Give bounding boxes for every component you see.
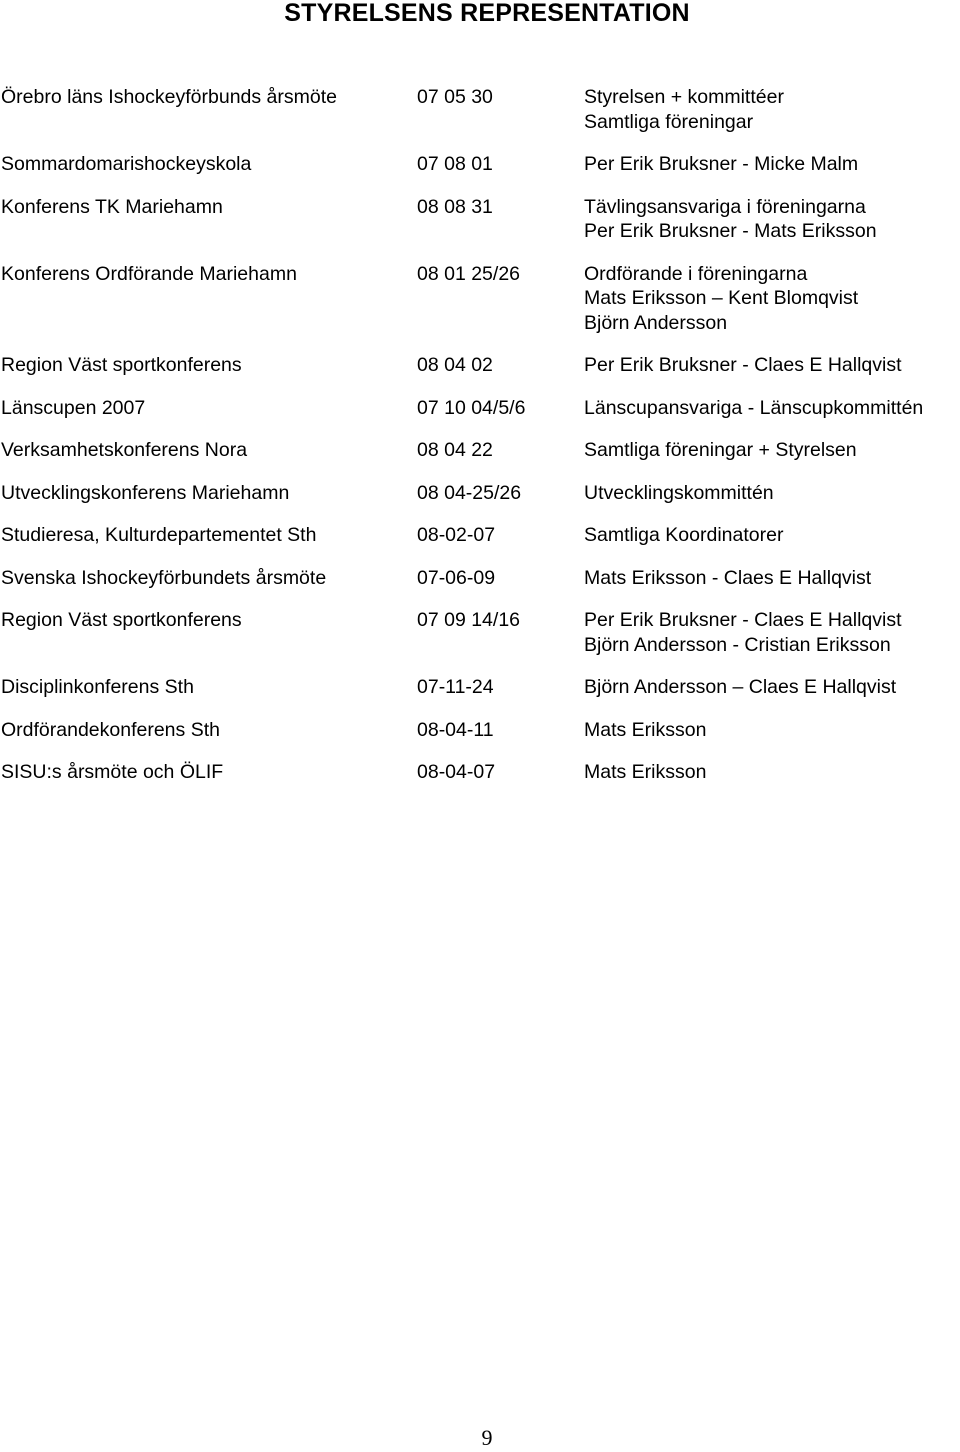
representation-list (0, 85, 960, 803)
event-date: 08 08 31 (417, 195, 493, 218)
list-item (0, 675, 960, 700)
representative-line: Utvecklingskommittén (584, 481, 774, 504)
event-name: Region Väst sportkonferens (1, 609, 242, 631)
list-item (0, 608, 960, 657)
representatives (584, 353, 960, 378)
event-name: Utvecklingskonferens Mariehamn (1, 481, 290, 504)
event-date: 08-04-11 (417, 718, 494, 741)
representative-line: Mats Eriksson - Claes E Hallqvist (584, 566, 872, 589)
event-date: 07 05 30 (417, 86, 493, 108)
event-name: Verksamhetskonferens Nora (1, 439, 248, 461)
event-name: Studieresa, Kulturdepartementet Sth (1, 524, 317, 546)
representative-line: Tävlingsansvariga i föreningarna (584, 195, 866, 218)
event-date: 07 10 04/5/6 (417, 396, 526, 419)
representative-line: Per Erik Bruksner - Mats Eriksson (584, 220, 877, 242)
representatives (584, 438, 960, 463)
representatives (584, 195, 960, 244)
list-item (0, 523, 960, 548)
representative-line: Samtliga föreningar (584, 110, 754, 133)
representatives (584, 85, 960, 134)
list-item (0, 760, 960, 785)
event-date: 08-02-07 (417, 524, 496, 546)
event-date: 07-06-09 (417, 566, 496, 589)
event-date: 08 04 22 (417, 439, 493, 461)
representatives (584, 523, 960, 548)
representative-line: Mats Eriksson (584, 761, 707, 783)
representative-line: Mats Eriksson (584, 718, 707, 741)
list-item (0, 438, 960, 463)
representatives (584, 566, 960, 591)
event-date: 08 04 02 (417, 354, 493, 376)
event-name: SISU:s årsmöte och ÖLIF (1, 761, 224, 783)
page-title: STYRELSENS REPRESENTATION (284, 0, 690, 27)
representative-line: Per Erik Bruksner - Claes E Hallqvist (584, 609, 902, 631)
event-name: Konferens TK Mariehamn (1, 195, 223, 218)
list-item (0, 718, 960, 743)
list-item (0, 353, 960, 378)
representative-line: Samtliga föreningar + Styrelsen (584, 439, 857, 461)
event-name: Region Väst sportkonferens (1, 354, 242, 376)
representative-line: Samtliga Koordinatorer (584, 524, 784, 546)
event-name: Disciplinkonferens Sth (1, 676, 194, 698)
list-item (0, 396, 960, 421)
representatives (584, 262, 960, 336)
representative-line: Mats Eriksson – Kent Blomqvist (584, 287, 859, 309)
list-item (0, 152, 960, 177)
list-item (0, 262, 960, 336)
event-date: 08 04-25/26 (417, 481, 522, 504)
representative-line: Ordförande i föreningarna (584, 262, 808, 285)
event-date: 07 08 01 (417, 153, 493, 175)
representatives (584, 396, 960, 421)
list-item (0, 85, 960, 134)
representative-line: Länscupansvariga - Länscupkommittén (584, 396, 924, 419)
event-name: Örebro läns Ishockeyförbunds årsmöte (1, 86, 337, 108)
event-name: Länscupen 2007 (1, 396, 146, 419)
representative-line: Björn Andersson - Cristian Eriksson (584, 633, 891, 656)
representative-line: Per Erik Bruksner - Claes E Hallqvist (584, 354, 902, 376)
representative-line: Björn Andersson (584, 311, 728, 334)
event-name: Konferens Ordförande Mariehamn (1, 262, 297, 285)
representatives (584, 152, 960, 177)
representative-line: Per Erik Bruksner - Micke Malm (584, 153, 859, 175)
event-name: Svenska Ishockeyförbundets årsmöte (1, 566, 327, 589)
event-date: 08 01 25/26 (417, 262, 521, 285)
event-name: Sommardomarishockeyskola (1, 153, 252, 175)
representatives (584, 718, 960, 743)
list-item (0, 481, 960, 506)
representatives (584, 481, 960, 506)
event-date: 07 09 14/16 (417, 609, 521, 631)
representatives (584, 760, 960, 785)
representatives (584, 608, 960, 657)
page-number: 9 (481, 1425, 493, 1450)
representative-line: Styrelsen + kommittéer (584, 86, 784, 108)
representative-line: Björn Andersson – Claes E Hallqvist (584, 676, 897, 698)
list-item (0, 195, 960, 244)
event-name: Ordförandekonferens Sth (1, 718, 220, 741)
event-date: 07-11-24 (417, 676, 494, 698)
representatives (584, 675, 960, 700)
list-item (0, 566, 960, 591)
event-date: 08-04-07 (417, 761, 496, 783)
